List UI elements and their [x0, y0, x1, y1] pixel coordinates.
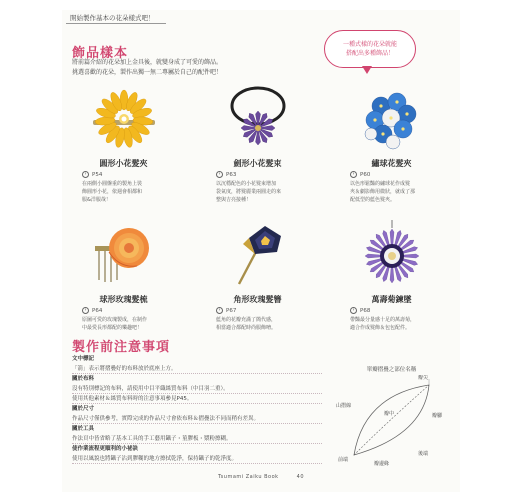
rose-comb-image [85, 220, 163, 290]
note-text: 作品尺寸僅供參考，實際完成的作品尺寸會依布料＆摺疊法不同而稍有差異。 [72, 414, 322, 424]
product-round-flower-clip [66, 84, 181, 204]
desc-line: 服&洋服哉！ [82, 197, 111, 203]
section-title-samples: 飾品樣本 [72, 46, 129, 61]
page-number: P68 [360, 307, 371, 314]
desc-line: 帶豔最分量感十足的萬壽菊， [350, 317, 416, 323]
desc-line: 中最愛長形都配的樂趣吧！ [82, 325, 143, 331]
marigold-pendant-image [353, 220, 431, 290]
desc-line: 相當適合都配時尚服飾唷。 [216, 325, 277, 331]
arrow-right-icon: › [82, 307, 89, 314]
label-back-end: 後端 [418, 451, 429, 457]
page-reference [216, 171, 315, 178]
arrow-right-icon: › [350, 307, 357, 314]
label-petal-edge: 瓣邊緣 [374, 461, 390, 467]
product-name: 劍形小花髮束 [233, 159, 282, 168]
hydrangea-clip-image [353, 84, 431, 154]
notes-list [72, 354, 322, 464]
note-heading: 關於工具 [72, 426, 95, 432]
arrow-right-icon: › [216, 171, 223, 178]
product-name: 角形玫瑰髮簪 [233, 295, 282, 304]
product-pointed-flower-hairtie [200, 84, 315, 204]
page-reference [350, 171, 449, 178]
desc-line: 藍角的花瓣充滿了簡代感， [216, 317, 277, 323]
callout-line-1: 一種式樣的花朵就能 [342, 41, 397, 48]
note-text: 沒有特別標記的布料，請使用中目平織絲質布料（中目羽二重）。 [72, 384, 322, 394]
note-text: 使用以風貌也將鑷子沾到膠糊的地方擦拭乾淨，保持鑷子的乾淨度。 [72, 454, 322, 464]
header-rule [66, 23, 166, 24]
page-number-footer: 40 [296, 474, 305, 480]
product-pointed-rose-hairpin [200, 220, 315, 332]
product-name: 繡球花髮夾 [371, 159, 412, 168]
page-reference [82, 171, 181, 178]
product-name: 萬壽菊鍊墜 [371, 295, 412, 304]
page-footer [62, 474, 460, 480]
pointed-rose-hairpin-image [219, 220, 297, 290]
product-description [216, 316, 308, 332]
label-mountain-fold: 山摺線 [336, 403, 352, 409]
page-reference [82, 307, 181, 314]
petal-parts-diagram [334, 365, 449, 475]
desc-line: 以色形鬆豔的繡球花作成髮 [350, 181, 411, 187]
desc-line: 原圖可愛的玫瑰製成，在制作 [82, 317, 148, 323]
callout-tail [362, 66, 372, 74]
product-description [82, 316, 174, 332]
page-number: P63 [226, 171, 237, 178]
callout-line-2: 搭配出多種飾品！ [345, 50, 394, 57]
label-petal-center: 瓣中 [384, 411, 395, 417]
page-reference [350, 307, 449, 314]
arrow-right-icon: › [216, 307, 223, 314]
product-marigold-pendant [334, 220, 449, 332]
intro-line-1: 將前篇介紹的花朵加上金具後，就變身成了可愛的飾品。 [72, 59, 223, 66]
note-heading: 使作業流程更順利的小祕訣 [72, 446, 139, 452]
product-description [82, 180, 174, 204]
label-petal-foot: 瓣腳 [432, 413, 443, 419]
page-number: P60 [360, 171, 371, 178]
book-page [62, 10, 460, 492]
arrow-right-icon: › [82, 171, 89, 178]
page-number: P64 [92, 307, 103, 314]
product-description [350, 180, 442, 204]
label-petal-tip: 瓣尖 [418, 375, 429, 381]
pointed-flower-hairtie-image [219, 84, 297, 154]
petal-diagram [334, 375, 449, 475]
page-reference [216, 307, 315, 314]
product-description [350, 316, 442, 332]
note-heading: 文中標記 [72, 356, 95, 362]
desc-line: 袋氣度，將髮麗業兩圓走的來 [216, 189, 282, 195]
product-name: 圓形小花髮夾 [99, 159, 148, 168]
note-text: 作法頁中皆省略了基本工具的手工藝用鑷子・菫膠板・漿粉擦糊。 [72, 434, 322, 444]
product-name: 球形玫瑰髮梳 [99, 295, 148, 304]
page-header: 開始製作基本の花朵樣式吧！ [70, 14, 155, 22]
desc-line: 夾＆劇影飾用微狀，就成了那 [350, 189, 416, 195]
page-number: P54 [92, 171, 103, 178]
intro-text [72, 58, 282, 78]
desc-line: 適合作成髮飾＆包包配件。 [350, 325, 411, 331]
section-title-notes: 製作前注意事項 [72, 340, 171, 355]
note-heading: 關於布料 [72, 376, 95, 382]
round-flower-clip-image [85, 84, 163, 154]
callout-bubble [324, 30, 416, 68]
intro-line-2: 挑選喜歡的花朵，製作出獨一無二專屬於自己的配件吧！ [72, 69, 223, 76]
desc-line: 以沉穩配色的小花髮束增加 [216, 181, 277, 187]
desc-line: 飾圓形小花，依週會相都和 [82, 189, 143, 195]
label-front-end: 前端 [338, 457, 349, 463]
desc-line: 整與吉亮接種！ [216, 197, 252, 203]
arrow-right-icon: › [350, 171, 357, 178]
book-title: Tsumami Zaiku Book [217, 474, 279, 480]
page-number: P67 [226, 307, 237, 314]
desc-line: 在兩側小圓盤重的製角上裝 [82, 181, 143, 187]
note-heading: 關於尺寸 [72, 406, 95, 412]
note-text: 「箭」表示將摺疊好的布料放於底座上方。 [72, 364, 322, 374]
product-rose-comb [66, 220, 181, 332]
product-hydrangea-clip [334, 84, 449, 204]
note-text: 使用其他素材＆絲質布料時的注意事項參見P45。 [72, 394, 322, 404]
desc-line: 配低型的藍色髮夾。 [350, 197, 396, 203]
diagram-title: 單瓣摺疊之部位名稱 [366, 367, 417, 373]
product-description [216, 180, 308, 204]
